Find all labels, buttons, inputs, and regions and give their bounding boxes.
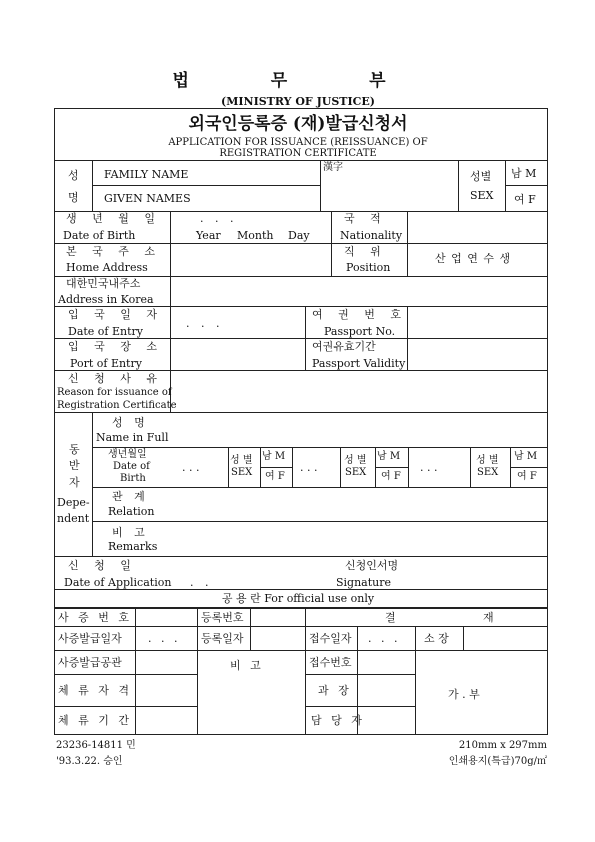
- receipt-date-dots[interactable]: . . .: [368, 632, 401, 645]
- sex-label-kr: 성별: [470, 170, 492, 183]
- dep3-sex-en: SEX: [477, 467, 499, 478]
- section-chief-label: 과 장: [318, 684, 352, 697]
- nationality-field[interactable]: [408, 212, 547, 242]
- dep3-female[interactable]: 여 F: [517, 471, 537, 482]
- dep2-male[interactable]: 남 M: [377, 451, 401, 462]
- sex-female-option[interactable]: 여 F: [514, 193, 536, 206]
- approval-label-1: 결: [385, 611, 396, 624]
- name-label-kr-1: 성: [68, 169, 79, 182]
- dep2-female[interactable]: 여 F: [381, 471, 401, 482]
- family-name-label: FAMILY NAME: [104, 168, 189, 181]
- given-names-field[interactable]: [93, 186, 319, 210]
- entry-date-dots: . . .: [186, 317, 224, 330]
- official-use-title: 공 용 란 For official use only: [221, 592, 375, 605]
- form-title-en-2: REGISTRATION CERTIFICATE: [219, 148, 377, 159]
- dependent-label-kr-2: 반: [69, 459, 80, 472]
- dep2-dob-dots[interactable]: . . .: [300, 461, 318, 474]
- dep3-sex-kr: 성 별: [476, 455, 499, 466]
- korea-address-label-en: Address in Korea: [58, 293, 154, 306]
- hanja-label: 漢字: [323, 162, 343, 173]
- app-date-label-kr: 신 청 일: [68, 559, 137, 572]
- paper-spec: 인쇄용지(특급)70g/㎡: [448, 756, 547, 767]
- official-remarks-label: 비 고: [230, 659, 264, 672]
- passport-field[interactable]: [408, 307, 547, 337]
- dob-year: Year: [196, 229, 221, 242]
- validity-field[interactable]: [408, 339, 547, 369]
- nationality-label-kr: 국 적: [344, 212, 387, 225]
- dep1-male[interactable]: 남 M: [262, 451, 286, 462]
- dob-label-en: Date of Birth: [63, 229, 136, 242]
- signature-field[interactable]: [400, 568, 540, 588]
- passport-label-en: Passport No.: [324, 325, 396, 338]
- dob-label-kr: 생 년 월 일: [66, 212, 161, 225]
- dep-dob-label-en-1: Date of: [113, 461, 150, 472]
- dep1-female[interactable]: 여 F: [265, 471, 285, 482]
- name-label-kr-2: 명: [68, 191, 79, 204]
- reason-label-kr: 신 청 사 유: [68, 372, 163, 385]
- sex-label-en: SEX: [470, 189, 494, 202]
- app-date-label-en: Date of Application: [64, 576, 172, 589]
- dep1-sex-en: SEX: [231, 467, 253, 478]
- dependent-label-en-2: ndent: [57, 512, 90, 525]
- receipt-date-label: 접수일자: [309, 632, 352, 645]
- position-label-kr: 직 위: [344, 245, 387, 258]
- director-label: 소 장: [424, 632, 449, 645]
- korea-address-field[interactable]: [171, 277, 547, 305]
- dep-relation-label-kr: 관 계: [112, 490, 149, 503]
- dep2-sex-kr: 성 별: [344, 455, 367, 466]
- dob-field[interactable]: [171, 212, 330, 242]
- visa-office-label: 사증발급공관: [58, 656, 122, 669]
- nationality-label-en: Nationality: [340, 229, 403, 242]
- dep-remarks-label-en: Remarks: [108, 540, 158, 553]
- entry-date-label-en: Date of Entry: [68, 325, 144, 338]
- reg-date-label: 등록일자: [201, 632, 244, 645]
- dep1-sex-kr: 성 별: [230, 455, 253, 466]
- signature-label-en: Signature: [336, 576, 392, 589]
- dep-dob-label-kr: 생년월일: [108, 449, 147, 460]
- korea-address-label-kr: 대한민국내주소: [66, 277, 141, 290]
- stay-status-label: 체 류 자 격: [58, 684, 132, 697]
- form-code: 23236-14811 민: [56, 740, 136, 751]
- ministry-title-en: (MINISTRY OF JUSTICE): [221, 95, 375, 108]
- ministry-title-kr: 법 무 부: [172, 71, 424, 91]
- form-title-en-1: APPLICATION FOR ISSUANCE (REISSUANCE) OF: [168, 137, 428, 148]
- dependent-label-kr-3: 자: [69, 476, 80, 489]
- stay-period-label: 체 류 기 간: [58, 714, 132, 727]
- signature-label-kr: 신청인서명: [345, 559, 399, 572]
- entry-date-field[interactable]: [171, 307, 304, 337]
- visa-issue-date-label: 사증발급일자: [58, 632, 122, 645]
- dep-remarks-label-kr: 비 고: [112, 526, 149, 539]
- validity-label-en: Passport Validity: [312, 357, 406, 370]
- dob-day: Day: [288, 229, 310, 242]
- dep-relation-label-en: Relation: [108, 505, 155, 518]
- home-address-field[interactable]: [171, 244, 330, 275]
- position-label-en: Position: [346, 261, 391, 274]
- hanja-name-field[interactable]: [321, 175, 457, 210]
- sex-male-option[interactable]: 남 M: [511, 167, 537, 180]
- home-address-label-kr: 본 국 주 소: [66, 245, 161, 258]
- form-approval-date: '93.3.22. 승인: [56, 756, 123, 767]
- app-date-dots[interactable]: . .: [190, 576, 213, 589]
- receipt-number-label: 접수번호: [309, 656, 352, 669]
- position-value: 산 업 연 수 생: [435, 252, 512, 265]
- dob-dots: . . .: [200, 212, 238, 225]
- port-label-en: Port of Entry: [70, 357, 142, 370]
- dependent-label-en-1: Depe-: [57, 496, 90, 509]
- paper-size: 210mm x 297mm: [458, 740, 547, 751]
- dependent-label-kr-1: 동: [69, 443, 80, 456]
- dep3-dob-dots[interactable]: . . .: [420, 461, 438, 474]
- given-names-label: GIVEN NAMES: [104, 192, 191, 205]
- entry-date-label-kr: 입 국 일 자: [68, 308, 163, 321]
- approval-label-2: 재: [483, 611, 494, 624]
- reason-label-en-2: Registration Certificate: [57, 400, 177, 411]
- form-title-kr: 외국인등록증 (재)발급신청서: [188, 114, 408, 134]
- dep-name-label-kr: 성 명: [112, 416, 149, 429]
- dep2-sex-en: SEX: [345, 467, 367, 478]
- visa-number-label: 사 증 번 호: [58, 611, 132, 624]
- passport-label-kr: 여 권 번 호: [312, 308, 407, 321]
- reason-field[interactable]: [171, 371, 547, 411]
- dep-name-field[interactable]: [171, 413, 547, 446]
- reg-number-label: 등록번호: [201, 611, 244, 624]
- dep-name-label-en: Name in Full: [96, 431, 169, 444]
- dep3-male[interactable]: 남 M: [514, 451, 538, 462]
- dep-remarks-field[interactable]: [171, 522, 547, 555]
- port-label-kr: 입 국 장 소: [68, 340, 163, 353]
- family-name-field[interactable]: [93, 161, 319, 184]
- approve-reject-label: 가 . 부: [448, 688, 480, 701]
- dep-relation-field[interactable]: [171, 488, 547, 520]
- port-field[interactable]: [171, 339, 304, 369]
- validity-label-kr: 여권유효기간: [312, 340, 376, 353]
- officer-label: 담 당 자: [311, 714, 365, 727]
- dob-month: Month: [237, 229, 274, 242]
- home-address-label-en: Home Address: [66, 261, 148, 274]
- dep-dob-label-en-2: Birth: [120, 473, 146, 484]
- reason-label-en-1: Reason for issuance of: [57, 387, 172, 398]
- dep1-dob-dots[interactable]: . . .: [182, 461, 200, 474]
- visa-issue-date-dots[interactable]: . . .: [148, 632, 181, 645]
